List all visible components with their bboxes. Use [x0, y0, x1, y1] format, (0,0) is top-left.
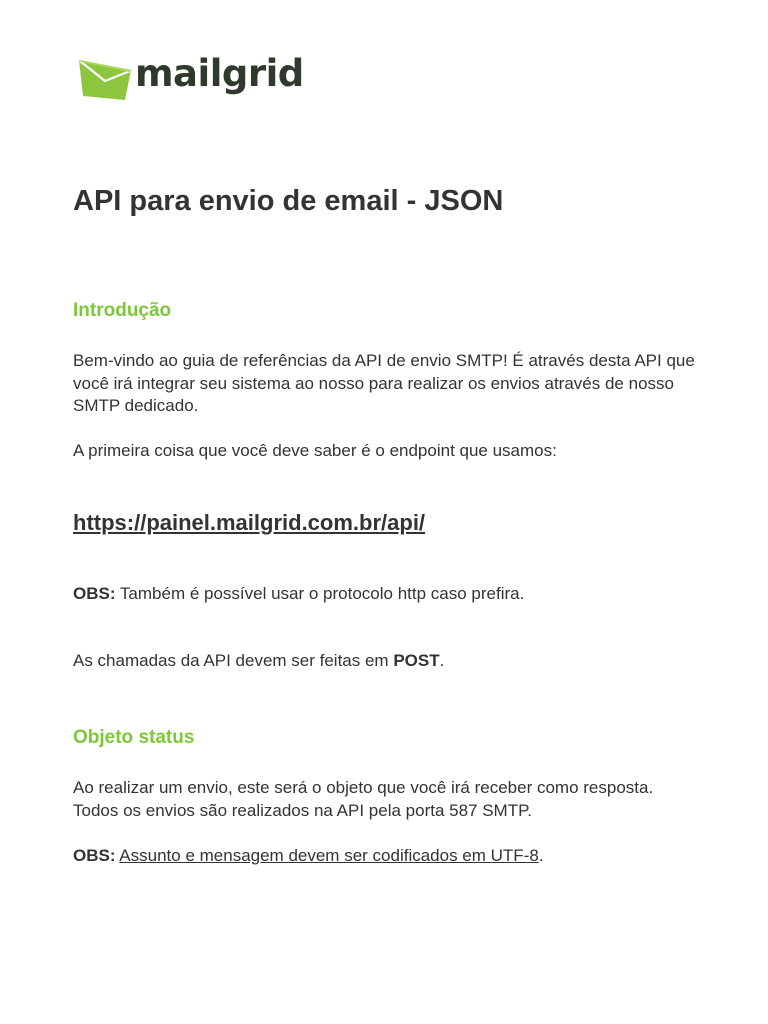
mailgrid-logo [79, 51, 304, 101]
intro-paragraph: Bem-vindo ao guia de referências da API de envio SMTP! É através desta API que você irá integrar seu sistema ao nosso para realizar os envios através de nosso SMTP dedicado. [73, 351, 695, 415]
post-method-note [73, 650, 695, 673]
page-title: API para envio de email - JSON [73, 185, 504, 217]
obs-http-note [73, 583, 695, 606]
status-paragraph: Ao realizar um envio, este será o objeto que você irá receber como resposta. Todos os envios são realizados na API pela porta 587 SMTP. [73, 778, 654, 820]
intro-heading: Introdução [73, 300, 172, 321]
utf8-link[interactable]: Assunto e mensagem devem ser codificados em UTF-8 [119, 846, 539, 865]
calls-end: . [439, 651, 445, 670]
obs-label: OBS: [73, 584, 116, 603]
envelope-icon [79, 56, 131, 100]
obs-utf8-note [73, 845, 695, 868]
obs-label: OBS: [73, 846, 116, 865]
logo-text: mailgrid [135, 51, 304, 95]
endpoint-link[interactable]: https://painel.mailgrid.com.br/api/ [73, 510, 426, 535]
calls-text: As chamadas da API devem ser feitas em [73, 651, 394, 670]
status-heading: Objeto status [73, 727, 195, 748]
endpoint-intro-text: A primeira coisa que você deve saber é o endpoint que usamos: [73, 441, 557, 460]
obs-text: Também é possível usar o protocolo http caso prefira. [115, 584, 525, 603]
obs-end: . [538, 846, 544, 865]
post-method: POST [393, 651, 440, 670]
